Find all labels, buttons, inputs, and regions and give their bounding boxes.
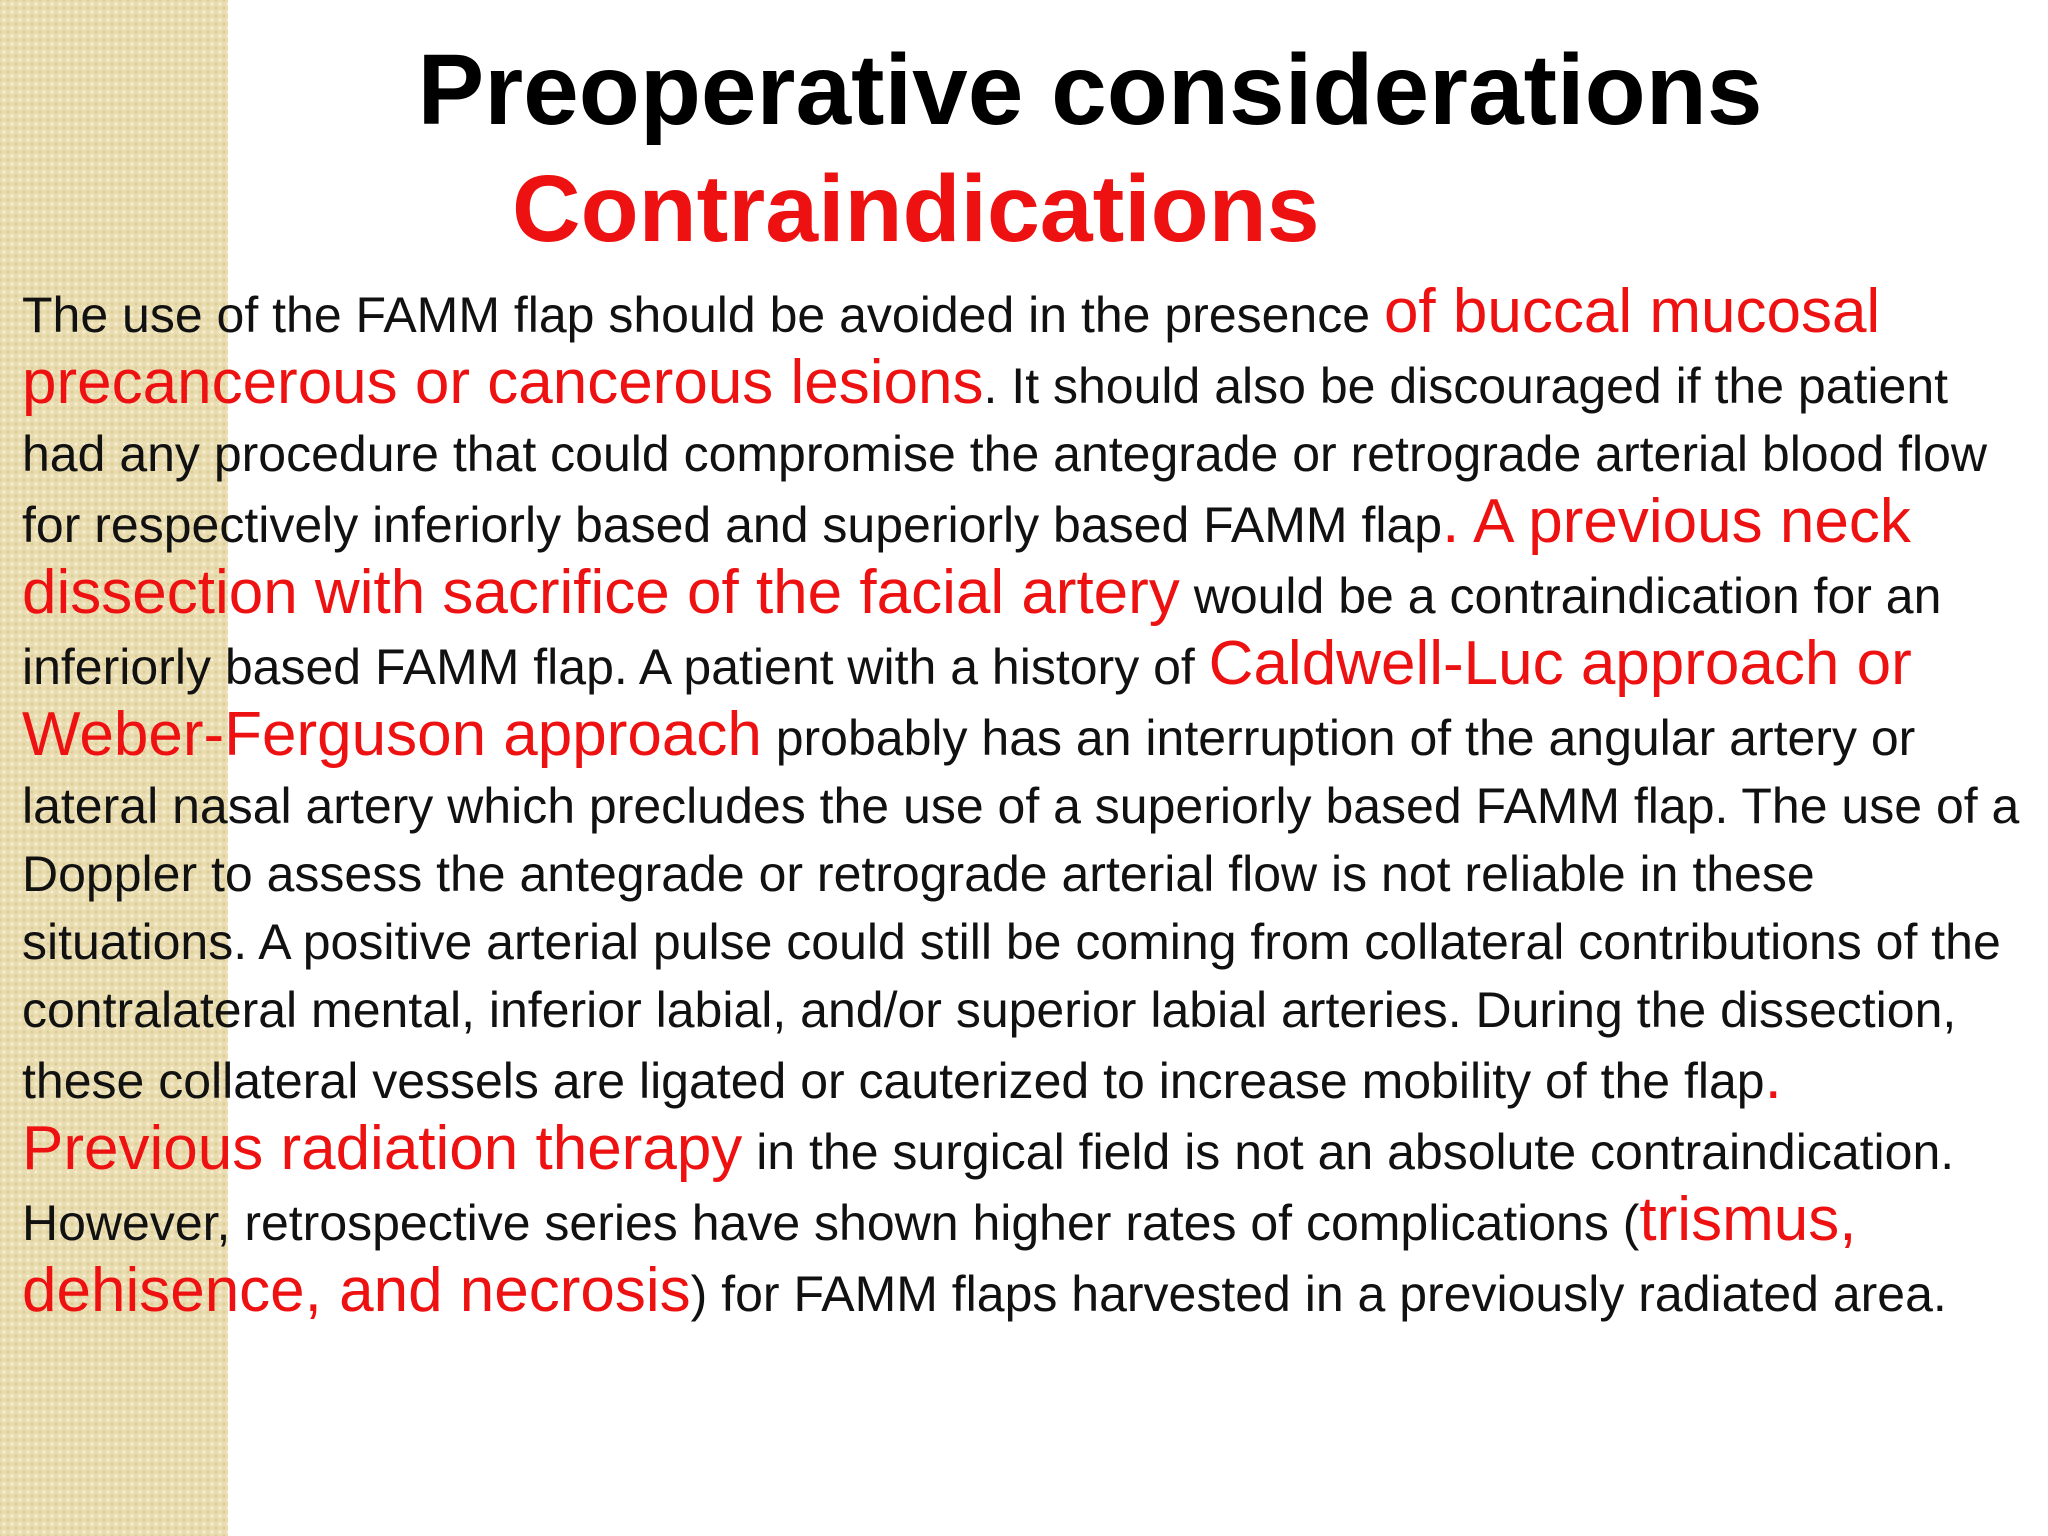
body-text-segment: ) for FAMM flaps harvested in a previously radiated area. — [690, 1266, 1947, 1322]
highlighted-text-segment: Caldwell-Luc approach or Weber-Ferguson approach — [22, 629, 1912, 769]
slide-subtitle: Contraindications — [512, 156, 1320, 262]
body-paragraph — [22, 278, 2032, 1328]
body-text-segment: The use of the FAMM flap should be avoided in the presence — [22, 287, 1384, 343]
body-text-segment: in the surgical field is not an absolute contraindication. However, retrospective series have shown higher rates of complications ( — [22, 1124, 1955, 1251]
highlighted-text-segment: of buccal mucosal precancerous or cancerous lesions — [22, 277, 1881, 417]
body-text-segment: would be a contraindication for an inferiorly based FAMM flap. A patient with a history of — [22, 568, 1942, 695]
highlighted-text-segment: . A previous neck dissection with sacrifice of the facial artery — [22, 487, 1911, 627]
slide-title: Preoperative considerations — [417, 34, 1763, 146]
body-text-segment: . It should also be discouraged if the patient had any procedure that could compromise the antegrade or retrograde arterial blood flow for respectively inferiorly based and superiorly based FAMM flap — [22, 358, 1988, 553]
body-text-segment: probably has an interruption of the angular artery or lateral nasal artery which precludes the use of a superiorly based FAMM flap. The use of a Doppler to assess the antegrade or retrograde arterial flow is not reliable in these situations. A positive arterial pulse could still be coming from collateral contributions of the contralateral mental, inferior labial, and/or superior labial arteries. During the dissection, these collateral vessels are ligated or cauterized to increase mobility of the flap — [22, 710, 2020, 1109]
highlighted-text-segment: trismus, dehisence, and necrosis — [22, 1185, 1857, 1325]
highlighted-text-segment: . Previous radiation therapy — [22, 1043, 1782, 1183]
